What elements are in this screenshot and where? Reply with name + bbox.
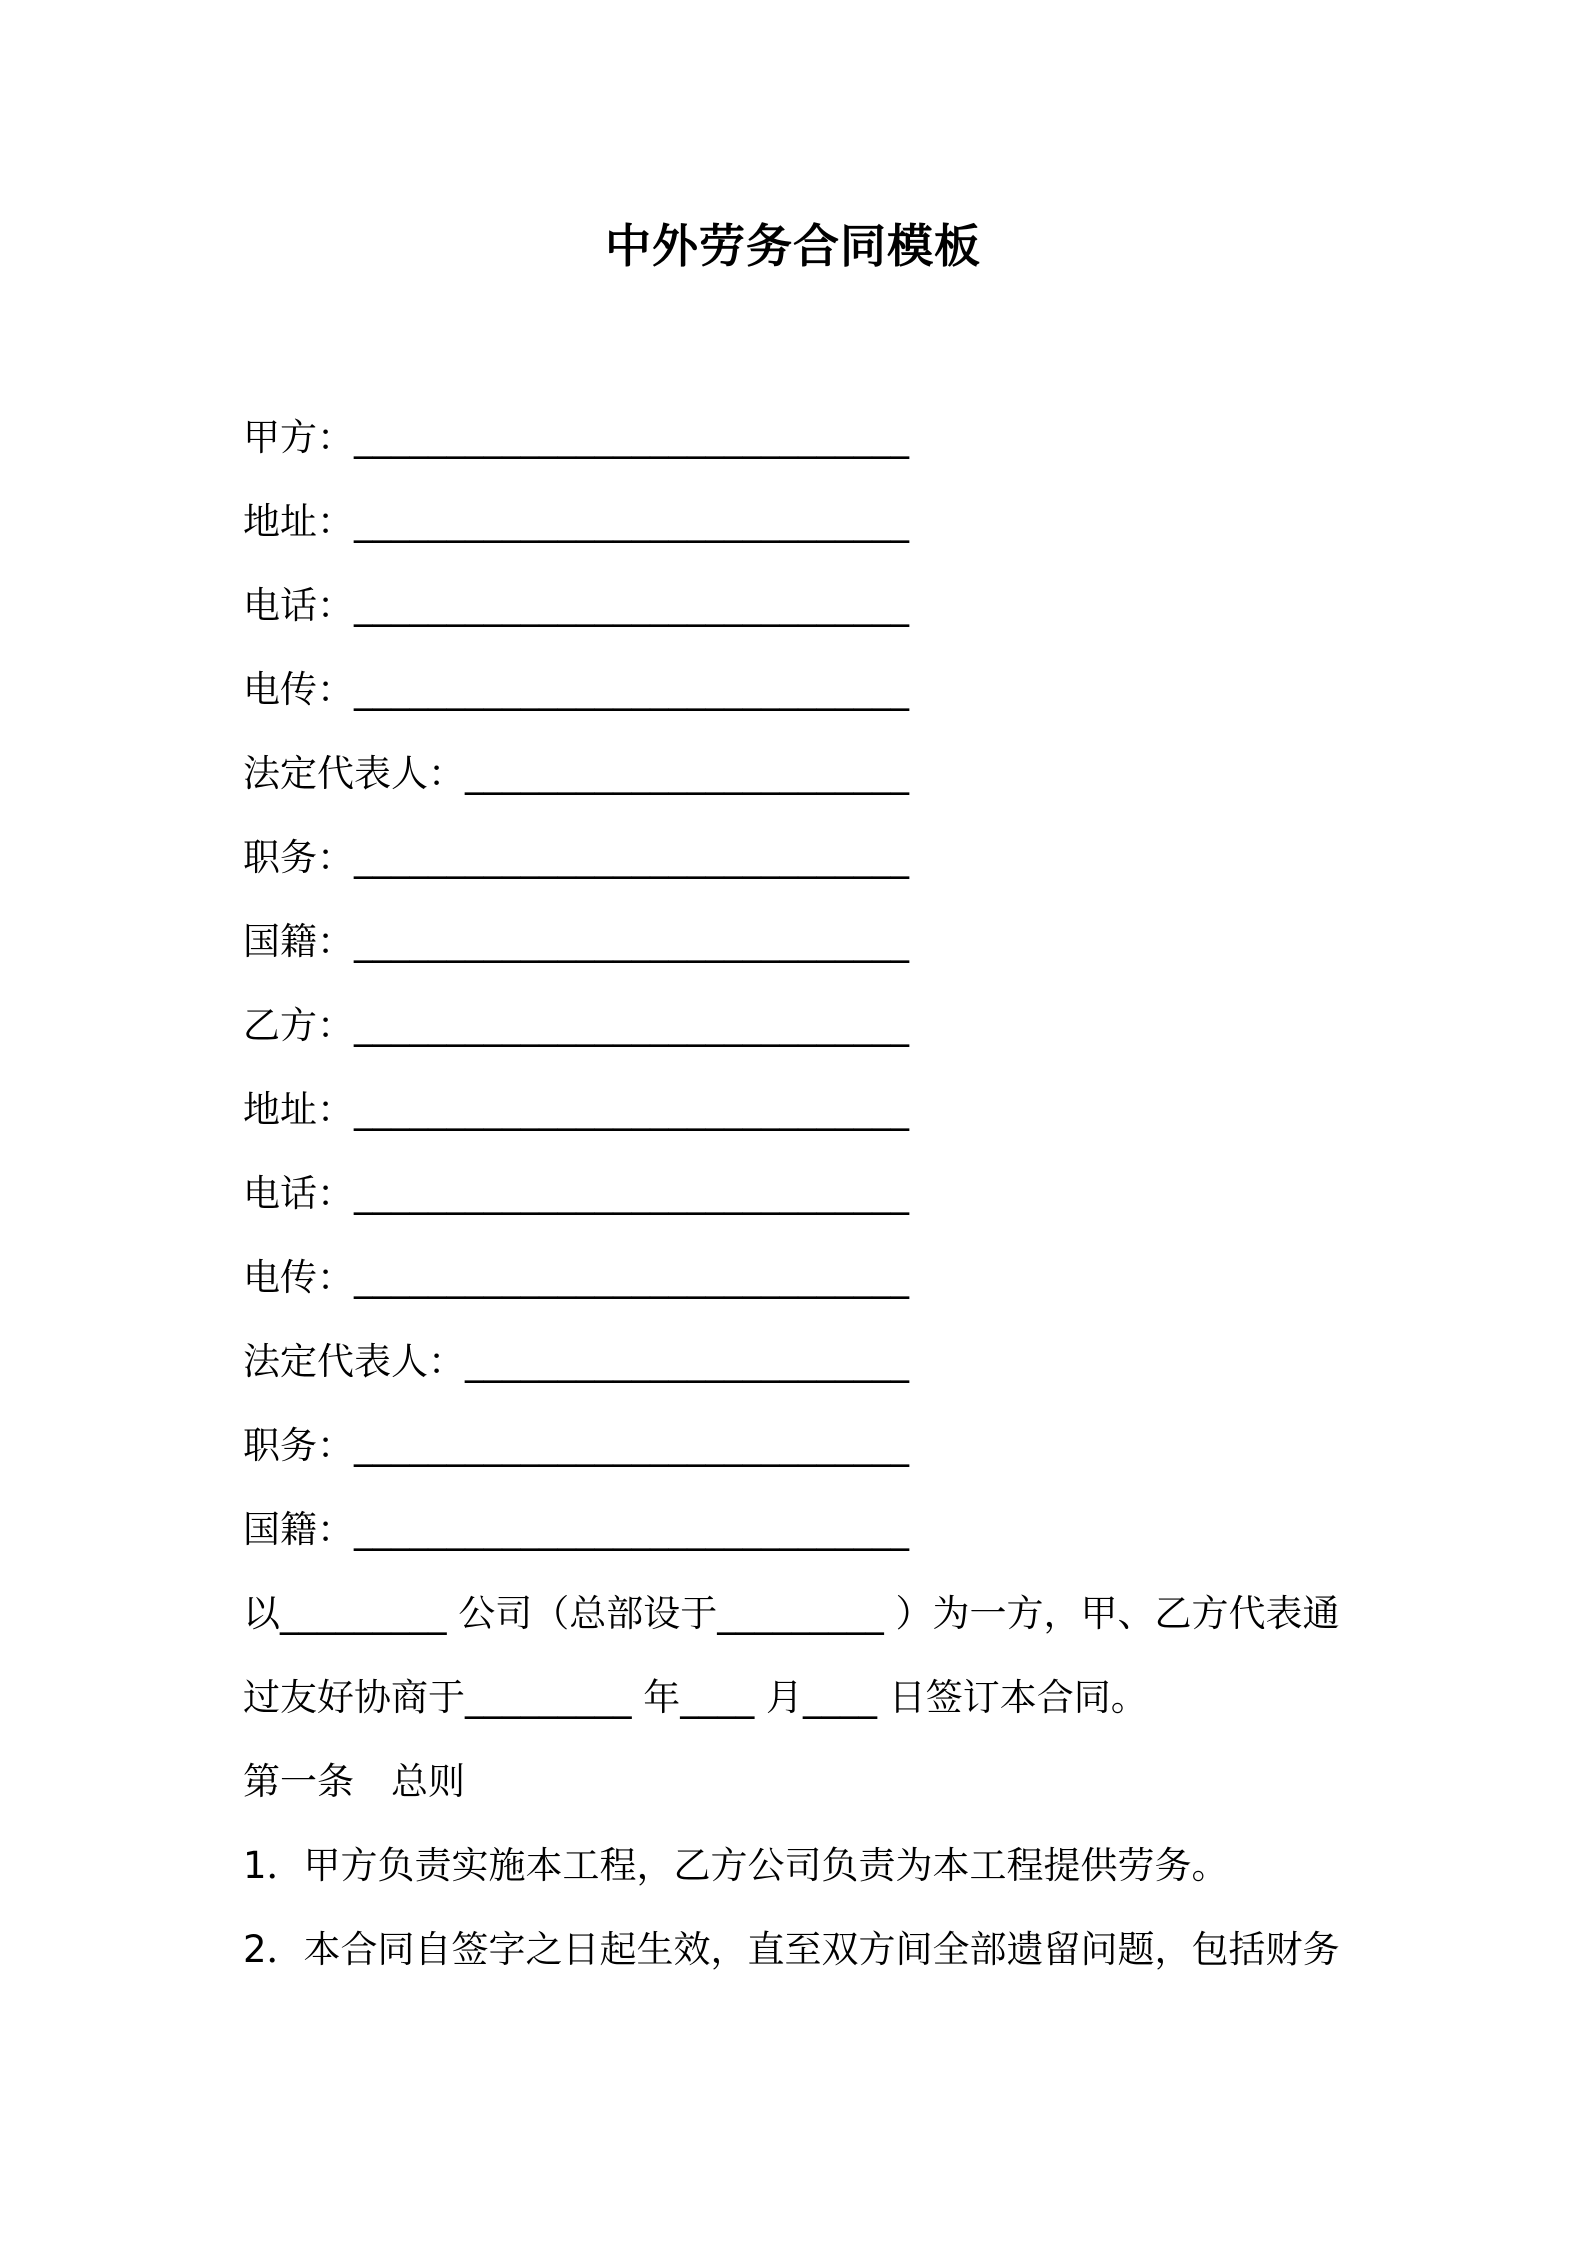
article-1-heading-line bbox=[243, 1752, 1393, 1836]
preamble-text-1: 以_________ 公司（总部设于_________ ）为一方，甲、乙方代表通 bbox=[243, 1592, 1340, 1635]
party-a-position-blank: ______________________________ bbox=[354, 836, 909, 879]
party-a-nationality-line bbox=[243, 912, 1393, 996]
party-b-name-label: 乙方： bbox=[243, 1004, 354, 1047]
party-b-name-line bbox=[243, 996, 1393, 1080]
party-b-address-label: 地址： bbox=[243, 1088, 354, 1131]
article-1-item-2: 2．本合同自签字之日起生效，直至双方间全部遗留问题，包括财务 bbox=[243, 1928, 1340, 1971]
article-1-item-1: 1．甲方负责实施本工程，乙方公司负责为本工程提供劳务。 bbox=[243, 1844, 1229, 1887]
party-a-nationality-label: 国籍： bbox=[243, 920, 354, 963]
party-b-legal-rep-blank: ________________________ bbox=[465, 1340, 909, 1383]
party-b-address-line bbox=[243, 1080, 1393, 1164]
party-a-fax-blank: ______________________________ bbox=[354, 668, 909, 711]
party-b-phone-line bbox=[243, 1164, 1393, 1248]
party-a-legal-rep-line bbox=[243, 744, 1393, 828]
party-a-fax-line bbox=[243, 660, 1393, 744]
article-1-heading: 第一条 总则 bbox=[243, 1760, 465, 1803]
party-b-fax-label: 电传： bbox=[243, 1256, 354, 1299]
party-b-position-blank: ______________________________ bbox=[354, 1424, 909, 1467]
party-b-phone-blank: ______________________________ bbox=[354, 1172, 909, 1215]
party-a-address-label: 地址： bbox=[243, 500, 354, 543]
party-a-nationality-blank: ______________________________ bbox=[354, 920, 909, 963]
party-a-phone-line bbox=[243, 576, 1393, 660]
party-b-nationality-line bbox=[243, 1500, 1393, 1584]
document-body bbox=[243, 408, 1393, 2004]
party-a-name-line bbox=[243, 408, 1393, 492]
party-a-legal-rep-blank: ________________________ bbox=[465, 752, 909, 795]
party-b-legal-rep-line bbox=[243, 1332, 1393, 1416]
party-b-position-label: 职务： bbox=[243, 1424, 354, 1467]
party-a-address-line bbox=[243, 492, 1393, 576]
party-b-legal-rep-label: 法定代表人： bbox=[243, 1340, 465, 1383]
party-a-name-label: 甲方： bbox=[243, 416, 354, 459]
party-a-legal-rep-label: 法定代表人： bbox=[243, 752, 465, 795]
party-b-nationality-label: 国籍： bbox=[243, 1508, 354, 1551]
party-a-position-line bbox=[243, 828, 1393, 912]
preamble-line-2 bbox=[243, 1668, 1393, 1752]
party-a-position-label: 职务： bbox=[243, 836, 354, 879]
party-a-name-blank: ______________________________ bbox=[354, 416, 909, 459]
party-b-nationality-blank: ______________________________ bbox=[354, 1508, 909, 1551]
party-b-fax-line bbox=[243, 1248, 1393, 1332]
party-a-phone-blank: ______________________________ bbox=[354, 584, 909, 627]
party-b-position-line bbox=[243, 1416, 1393, 1500]
party-b-phone-label: 电话： bbox=[243, 1172, 354, 1215]
party-b-fax-blank: ______________________________ bbox=[354, 1256, 909, 1299]
party-a-address-blank: ______________________________ bbox=[354, 500, 909, 543]
party-a-phone-label: 电话： bbox=[243, 584, 354, 627]
preamble-line-1 bbox=[243, 1584, 1393, 1668]
party-b-address-blank: ______________________________ bbox=[354, 1088, 909, 1131]
article-1-item-1-line bbox=[243, 1836, 1393, 1920]
party-b-name-blank: ______________________________ bbox=[354, 1004, 909, 1047]
document-title: 中外劳务合同模板 bbox=[605, 219, 981, 273]
preamble-text-2: 过友好协商于_________ 年____ 月____ 日签订本合同。 bbox=[243, 1676, 1148, 1719]
article-1-item-2-line bbox=[243, 1920, 1393, 2004]
party-a-fax-label: 电传： bbox=[243, 668, 354, 711]
